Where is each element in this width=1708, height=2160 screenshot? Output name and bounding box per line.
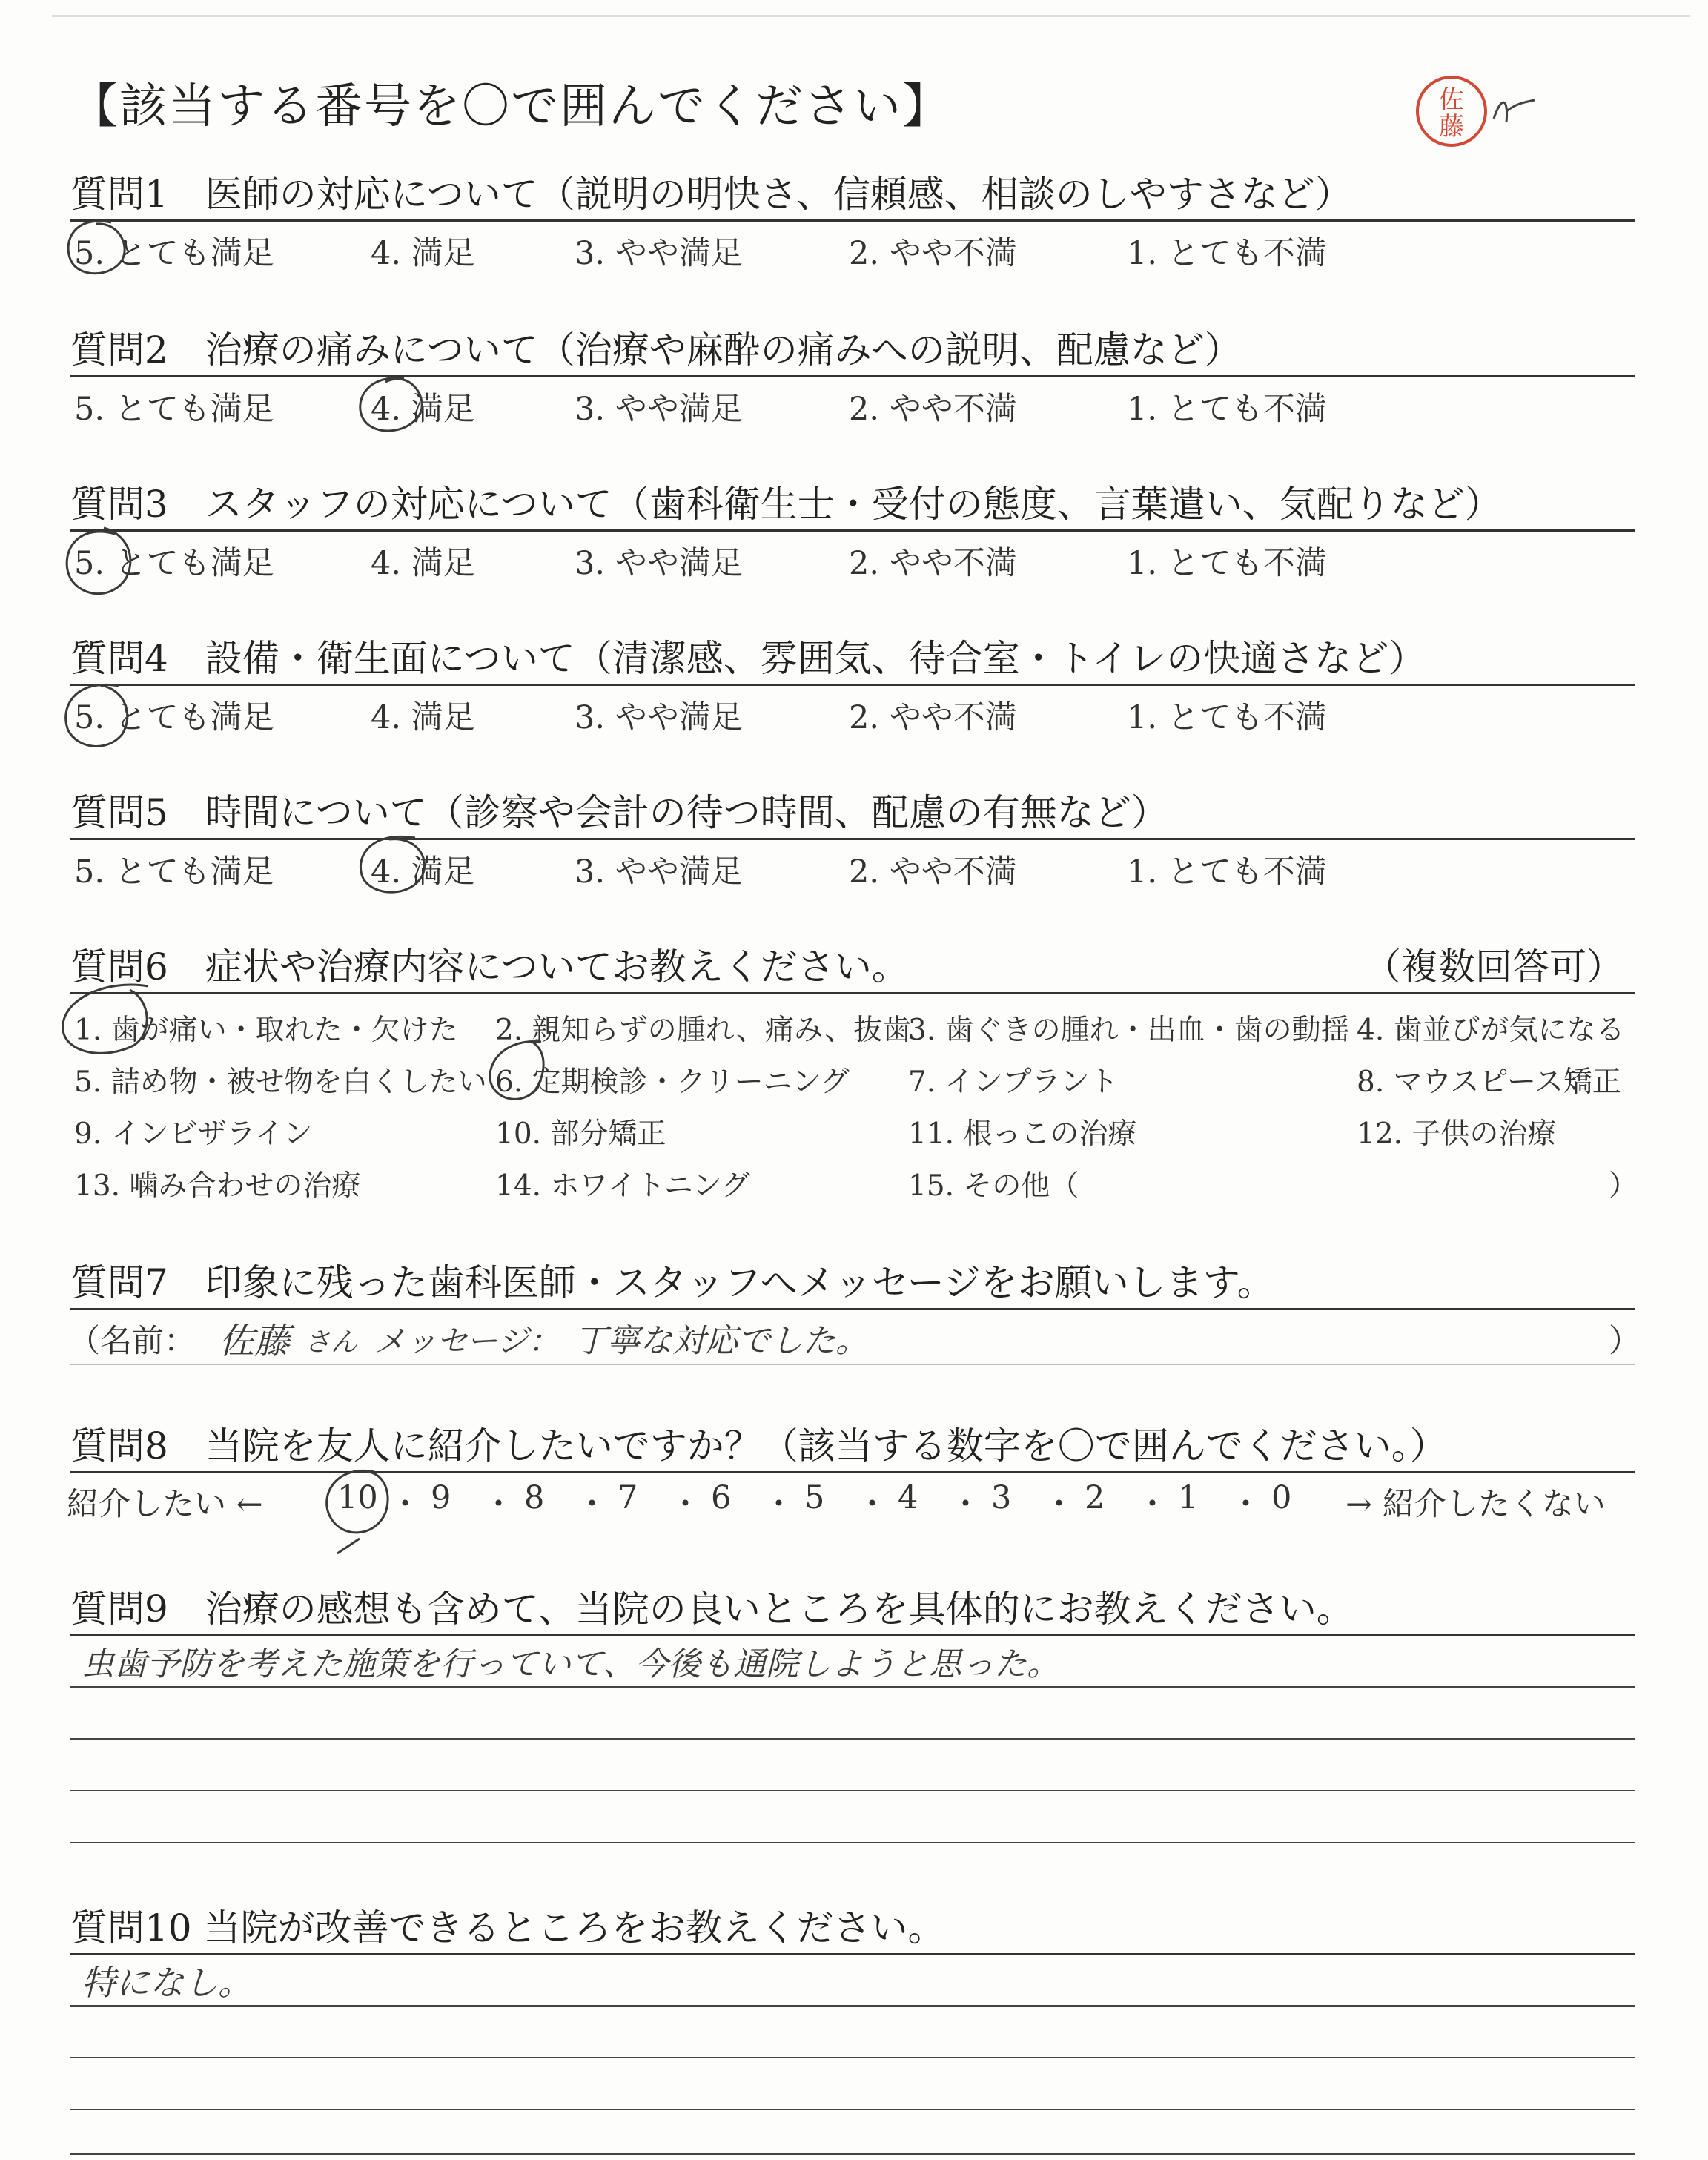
- scale-separator: ・: [483, 1486, 514, 1523]
- symptom-option-4[interactable]: 4. 歯並びが気になる: [1357, 1014, 1625, 1047]
- svg-text:佐: 佐: [1439, 85, 1464, 115]
- scale-separator: ・: [763, 1486, 795, 1523]
- question-8: 質問8 当院を友人に紹介したいですか？（該当する数字を〇で囲んでください。）: [70, 1424, 1447, 1467]
- recommend-score-6[interactable]: 6: [711, 1479, 732, 1516]
- recommend-score-2[interactable]: 2: [1085, 1479, 1105, 1516]
- symptom-option-2[interactable]: 2. 親知らずの腫れ、痛み、抜歯: [495, 1014, 912, 1047]
- question-4-rule: [70, 684, 1635, 686]
- symptom-option-3[interactable]: 3. 歯ぐきの腫れ・出血・歯の動揺: [908, 1014, 1350, 1047]
- symptom-option-15-close: ）: [1609, 1169, 1638, 1203]
- option-very-satisfied[interactable]: 5. とても満足: [74, 235, 274, 272]
- question-1-rule: [70, 219, 1635, 222]
- option-satisfied[interactable]: 4. 満足: [371, 235, 475, 272]
- option-satisfied[interactable]: 4. 満足: [371, 853, 475, 891]
- question-2-rule: [70, 375, 1635, 377]
- option-somewhat-satisfied[interactable]: 3. やや満足: [575, 699, 743, 736]
- recommend-score-7[interactable]: 7: [618, 1479, 638, 1516]
- option-somewhat-satisfied[interactable]: 3. やや満足: [575, 235, 743, 272]
- question-7: 質問7 印象に残った歯科医師・スタッフへメッセージをお願いします。: [70, 1261, 1274, 1304]
- symptom-option-15[interactable]: 15. その他（: [908, 1169, 1079, 1203]
- question-2: 質問2 治療の痛みについて（治療や麻酔の痛みへの説明、配慮など）: [70, 328, 1242, 371]
- option-very-dissatisfied[interactable]: 1. とても不満: [1127, 545, 1327, 582]
- scale-separator: ・: [856, 1486, 888, 1523]
- question-3-rule: [70, 529, 1635, 532]
- question-6-rule: [70, 992, 1635, 994]
- recommend-score-10[interactable]: 10: [337, 1479, 378, 1516]
- good-points-handwritten[interactable]: 虫歯予防を考えた施策を行っていて、今後も通院しようと思った。: [82, 1645, 1060, 1683]
- answer-line: [70, 2153, 1635, 2155]
- option-very-dissatisfied[interactable]: 1. とても不満: [1127, 699, 1327, 736]
- option-somewhat-satisfied[interactable]: 3. やや満足: [575, 545, 743, 582]
- option-very-dissatisfied[interactable]: 1. とても不満: [1127, 391, 1327, 428]
- question-10: 質問10 当院が改善できるところをお教えください。: [70, 1906, 945, 1949]
- question-6-note: （複数回答可）: [1364, 945, 1623, 988]
- scale-separator: ・: [1136, 1486, 1168, 1523]
- question-9-rule: [70, 1634, 1635, 1636]
- question-6: 質問6 症状や治療内容についてお教えください。: [70, 945, 909, 988]
- option-very-satisfied[interactable]: 5. とても満足: [74, 853, 274, 891]
- scale-separator: ・: [1043, 1486, 1075, 1523]
- improvements-handwritten[interactable]: 特になし。: [82, 1963, 252, 2003]
- symptom-option-7[interactable]: 7. インプラント: [908, 1066, 1119, 1099]
- recommend-score-3[interactable]: 3: [991, 1479, 1012, 1516]
- scale-separator: ・: [950, 1486, 982, 1523]
- symptom-option-13[interactable]: 13. 噛み合わせの治療: [74, 1169, 361, 1203]
- recommend-score-1[interactable]: 1: [1178, 1479, 1199, 1516]
- recommend-left-label: 紹介したい ←: [67, 1486, 263, 1523]
- option-somewhat-dissatisfied[interactable]: 2. やや不満: [849, 391, 1017, 428]
- option-somewhat-satisfied[interactable]: 3. やや満足: [575, 391, 743, 428]
- question-1: 質問1 医師の対応について（説明の明快さ、信頼感、相談のしやすさなど）: [70, 173, 1352, 216]
- hanko-stamp: [1414, 74, 1489, 148]
- recommend-score-8[interactable]: 8: [524, 1479, 545, 1516]
- answer-line: [70, 2005, 1635, 2007]
- option-satisfied[interactable]: 4. 満足: [371, 699, 475, 736]
- option-satisfied[interactable]: 4. 満足: [371, 391, 475, 428]
- answer-line: [70, 2057, 1635, 2058]
- symptom-option-9[interactable]: 9. インビザライン: [74, 1117, 313, 1151]
- symptom-option-1[interactable]: 1. 歯が痛い・取れた・欠けた: [74, 1014, 458, 1047]
- option-very-satisfied[interactable]: 5. とても満足: [74, 699, 274, 736]
- symptom-option-8[interactable]: 8. マウスピース矯正: [1357, 1066, 1621, 1099]
- scale-separator: ・: [576, 1486, 608, 1523]
- symptom-option-6[interactable]: 6. 定期検診・クリーニング: [495, 1066, 850, 1099]
- option-somewhat-dissatisfied[interactable]: 2. やや不満: [849, 699, 1017, 736]
- scale-separator: ・: [389, 1486, 421, 1523]
- answer-line: [70, 1790, 1635, 1791]
- recommend-score-5[interactable]: 5: [804, 1479, 825, 1516]
- scale-separator: ・: [669, 1486, 701, 1523]
- question-5-rule: [70, 838, 1635, 840]
- option-very-satisfied[interactable]: 5. とても満足: [74, 545, 274, 582]
- symptom-option-10[interactable]: 10. 部分矯正: [495, 1117, 666, 1151]
- question-10-rule: [70, 1953, 1635, 1955]
- option-somewhat-dissatisfied[interactable]: 2. やや不満: [849, 545, 1017, 582]
- name-suffix: さん: [304, 1327, 358, 1358]
- recommend-score-9[interactable]: 9: [431, 1479, 451, 1516]
- question-5: 質問5 時間について（診察や会計の待つ時間、配慮の有無など）: [70, 791, 1168, 834]
- message-label: メッセージ：: [374, 1323, 560, 1359]
- initials-scribble: [1490, 89, 1542, 133]
- message-close-paren: ）: [1609, 1323, 1641, 1360]
- question-7-rule: [70, 1308, 1635, 1310]
- question-7-underline: [70, 1364, 1635, 1365]
- symptom-option-11[interactable]: 11. 根っこの治療: [908, 1117, 1137, 1151]
- question-3: 質問3 スタッフの対応について（歯科衛生士・受付の態度、言葉遣い、気配りなど）: [70, 483, 1502, 526]
- option-somewhat-dissatisfied[interactable]: 2. やや不満: [849, 853, 1017, 891]
- name-label: （名前：: [68, 1323, 196, 1360]
- answer-line: [70, 1686, 1635, 1688]
- name-handwritten[interactable]: 佐藤: [219, 1321, 291, 1362]
- scale-separator: ・: [1230, 1486, 1262, 1523]
- question-9: 質問9 治療の感想も含めて、当院の良いところを具体的にお教えください。: [70, 1588, 1354, 1631]
- option-somewhat-dissatisfied[interactable]: 2. やや不満: [849, 235, 1017, 272]
- question-4: 質問4 設備・衛生面について（清潔感、雰囲気、待合室・トイレの快適さなど）: [70, 637, 1426, 680]
- question-8-rule: [70, 1471, 1635, 1473]
- answer-line: [70, 2109, 1635, 2110]
- recommend-score-4[interactable]: 4: [898, 1479, 918, 1516]
- option-satisfied[interactable]: 4. 満足: [371, 545, 475, 582]
- option-very-satisfied[interactable]: 5. とても満足: [74, 391, 274, 428]
- option-very-dissatisfied[interactable]: 1. とても不満: [1127, 853, 1327, 891]
- symptom-option-14[interactable]: 14. ホワイトニング: [495, 1169, 750, 1203]
- answer-line: [70, 1842, 1635, 1843]
- svg-text:藤: 藤: [1439, 112, 1464, 142]
- answer-line: [70, 1738, 1635, 1740]
- option-somewhat-satisfied[interactable]: 3. やや満足: [575, 853, 743, 891]
- message-handwritten[interactable]: 丁寧な対応でした。: [575, 1322, 868, 1360]
- form-instruction-title: 【該当する番号を〇で囲んでください】: [70, 79, 951, 134]
- recommend-score-0[interactable]: 0: [1271, 1479, 1292, 1516]
- symptom-option-12[interactable]: 12. 子供の治療: [1357, 1117, 1557, 1151]
- recommend-right-label: → 紹介したくない: [1345, 1486, 1606, 1523]
- symptom-option-5[interactable]: 5. 詰め物・被せ物を白くしたい: [74, 1066, 487, 1099]
- scan-top-edge: [52, 15, 1690, 17]
- option-very-dissatisfied[interactable]: 1. とても不満: [1127, 235, 1327, 272]
